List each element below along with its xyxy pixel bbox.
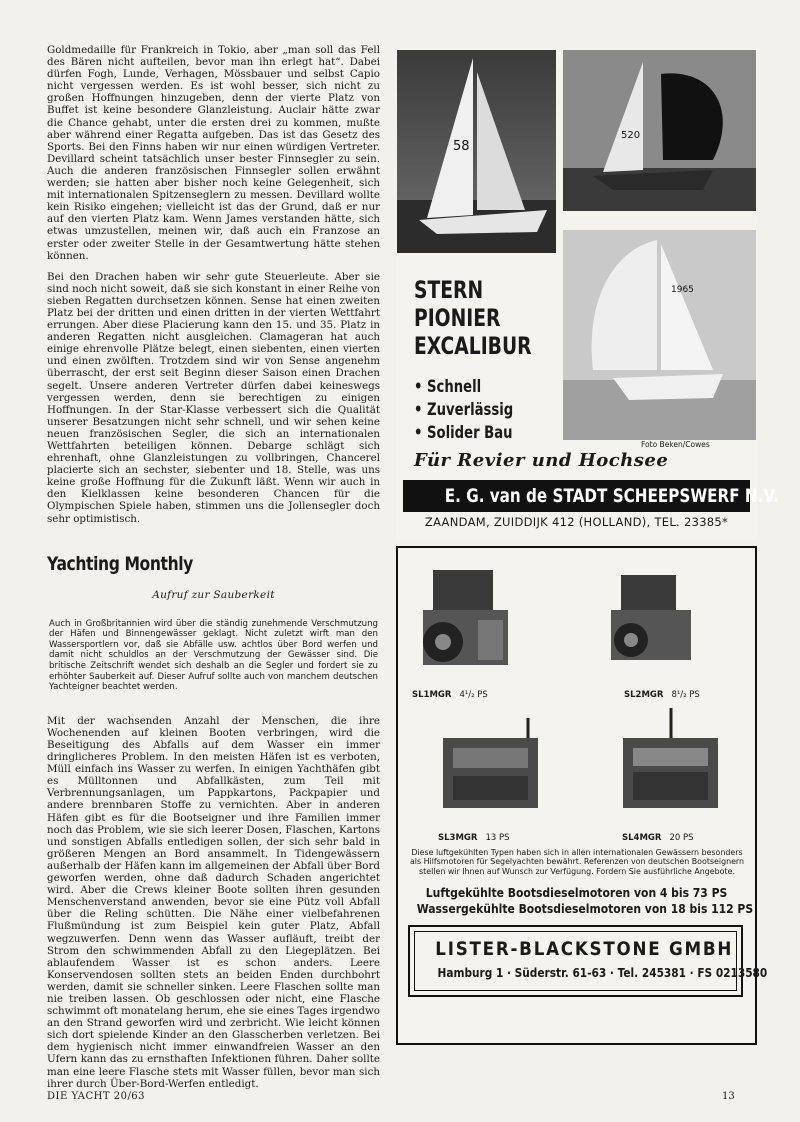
company-box (408, 925, 768, 997)
yacht-model-names (414, 276, 532, 360)
engine-label-sl4mgr (622, 833, 693, 843)
page-number: 13 (722, 1091, 735, 1102)
feature-item: • Zuverlässig (414, 398, 513, 421)
engine-power: 8¹/₂ PS (671, 690, 700, 700)
engine-illustration-3 (428, 718, 558, 828)
sail-number-58: 58 (453, 139, 470, 154)
section-subtitle: Aufruf zur Sauberkeit (152, 588, 275, 601)
water-cooled-range-text: Wassergekühlte Bootsdieselmotoren von 18 bis 112 PS (416, 902, 754, 916)
article-intro: Auch in Großbritannien wird über die ständig zunehmende Verschmutzung der Häfen und Binnengewässer geklagt. Nicht zuletzt wirft man den Wassersportlern vor, daß sie Abfälle usw. achtlos über Bord werfen und damit nicht schuldlos an der Verschmutzung der Gewässer sind. Die britische Zeitschrift wendet sich deshalb an die Segler und fordert sie zu erhöhter Sauberkeit auf. Dieser Aufruf sollte auch von manchem deutschen Yachteigner beachtet werden. (49, 618, 378, 693)
company-address (415, 966, 768, 980)
engine-illustration-4 (603, 708, 733, 828)
air-cooled-range-text: Luftgekühlte Bootsdieselmotoren von 4 bis 73 PS (425, 886, 728, 900)
engine-power: 4¹/₂ PS (459, 690, 488, 700)
company-name (415, 938, 736, 960)
article-body: Mit der wachsenden Anzahl der Menschen, die ihre Wochenenden auf kleinen Booten verbringen, wird die Beseitigung des Abfalls auf dem Wasser ein immer dringlicheres Problem. In den meisten Häfen ist es verboten, Müll einfach ins Wasser zu werfen. In einigen Yachthäfen gibt es Mülltonnen und Abfallkästen, zum Teil mit Verbrennungsanlagen, um Pappkartons, Packpapier und andere brennbaren Stoffe zu vernichten. Aber in anderen Häfen gibt es für die Bootseigner und ihre Familien immer noch das Problem, wie sie sich leerer Dosen, Flaschen, Kartons und sonstigen Abfalls entledigen sollen, der sich sehr bald in größeren Mengen an Bord ansammelt. In Tidengewässern außerhalb der Häfen kann im allgemeinen der Abfall über Bord geworfen werden, ohne daß dadurch Schaden angerichtet wird. Aber die Crews kleiner Boote sollten ihren gesunden Menschenverstand anwenden, bevor sie eine Pütz voll Abfall über die Reling schütten. Die Nähe einer vielbefahrenen Flußmündung ist zum Beispiel kein guter Platz, Abfall wegzuwerfen. Denn wenn das Wasser aufläuft, treibt der Strom den schwimmenden Abfall zu den Liegeplätzen. Bei ablaufendem Wasser ist es schon anders. Leere Konservendosen sollten stets an beiden Enden durchbohrt werden, damit sie schneller sinken. Leere Flaschen sollte man nie treiben lassen. Ob geschlossen oder nicht, eine Flasche schwimmt oft monatelang herum, ehe sie eines Tages irgendwo an den Strand geworfen wird und zerbricht. Wie leicht können sich dort spielende Kinder an den Glasscherben verletzen. Bei dem hygienisch nicht immer einwandfreien Wasser an den Ufern kann das zu ernsthaften Infektionen führen. Daher sollte man eine leere Flasche stets mit Wasser füllen, bevor man sich ihrer durch Über-Bord-Werfen entledigt. (47, 714, 380, 1090)
article-column (47, 44, 380, 1090)
feature-item: • Solider Bau (414, 421, 513, 444)
article-paragraph-1: Goldmedaille für Frankreich in Tokio, aber „man soll das Fell des Bären nicht aufteilen, bevor man ihn erlegt hat“. Dabei dürfen Fogh, Lunde, Verhagen, Mössbauer und selbst Capio nicht vergessen werden. Es ist wohl besser, sich nicht zu großen Hoffnungen hinzugeben, denn der vierte Platz von Buffet ist keine besondere Glanzleistung. Auclair hätte zwar die Chance gehabt, unter die ersten drei zu kommen, mußte aber während einer Regatta aufgeben. Das ist das Gesetz des Sports. Bei den Finns haben wir nur einen würdigen Vertreter. Devillard scheint tatsächlich unser bester Finnsegler zu sein. Auch die anderen französischen Finnsegler sollen erwähnt werden; sie hatten aber bisher noch keine Gelegenheit, sich mit internationalen Spitzenseglern zu messen. Devillard wollte kein Risiko eingehen; vielleicht ist das der Grund, daß er nur auf den vierten Platz kam. Wenn James verstanden hätte, sich etwas umzustellen, meinen wir, daß auch ein Franzose an erster oder zweiter Stelle in der Gesamtwertung hätte stehen können. (47, 44, 380, 262)
engine-description: Diese luftgekühlten Typen haben sich in allen internationalen Gewässern besonders als Hilfsmotoren für Segelyachten bewährt. Referenzen von deutschen Bootseignern stellen wir Ihnen auf Wunsch zur Verfügung. Fordern Sie ausführliche Angebote. (409, 848, 745, 876)
engine-model-name: SL1MGR (412, 690, 452, 700)
shipyard-name: E. G. van de STADT SCHEEPSWERF N.V. (444, 485, 779, 507)
engine-advertisement (396, 546, 768, 1045)
air-cooled-range (398, 886, 755, 900)
engine-model-name: SL3MGR (438, 833, 478, 843)
engine-label-sl3mgr (438, 833, 509, 843)
engine-model-name: SL2MGR (624, 690, 664, 700)
company-address-text: Hamburg 1 · Süderstr. 61-63 · Tel. 245381 · FS 0213580 (437, 966, 768, 980)
engine-illustration-2 (596, 570, 706, 670)
company-name-text: LISTER-BLACKSTONE GMBH (435, 938, 734, 960)
section-title: Yachting Monthly (47, 552, 193, 575)
engine-power: 20 PS (669, 833, 694, 843)
shipyard-name-bar (403, 480, 779, 512)
engine-label-sl1mgr (412, 690, 488, 700)
company-box-inner (414, 931, 768, 991)
ad-tagline: Für Revier und Hochsee (414, 450, 669, 471)
yacht-photo-1 (397, 50, 556, 253)
sail-number-520: 520 (621, 130, 641, 141)
yacht-advertisement (396, 48, 779, 540)
engine-model-name: SL4MGR (622, 833, 662, 843)
publication-footer: DIE YACHT 20/63 (47, 1091, 146, 1102)
model-name-stern: STERN (414, 276, 484, 304)
model-name-excalibur: EXCALIBUR (414, 332, 532, 360)
engine-power: 13 PS (485, 833, 510, 843)
engine-illustration-1 (408, 560, 528, 680)
photo-credit: Foto Beken/Cowes (641, 440, 710, 449)
sail-number-1965: 1965 (671, 285, 694, 295)
feature-item: • Schnell (414, 375, 513, 398)
water-cooled-range (398, 902, 755, 916)
model-name-pionier: PIONIER (414, 304, 501, 332)
yacht-photo-2 (563, 50, 756, 211)
shipyard-address: ZAANDAM, ZUIDDIJK 412 (HOLLAND), TEL. 23385* (424, 515, 729, 529)
article-paragraph-2: Bei den Drachen haben wir sehr gute Steuerleute. Aber sie sind noch nicht soweit, daß sie sich konstant in einer Reihe von sieben Regatten durchsetzen können. Sense hat einen zweiten Platz bei der dritten und einen dritten in der vierten Wettfahrt errungen. Aber diese Placierung kann den 15. und 35. Platz in anderen Regatten nicht ausgleichen. Clamageran hat auch einige ehrenvolle Plätze belegt, einen siebenten, einen vierten und einen zwölften. Trotzdem sind wir von Sense angenehm überrascht, der erst seit Beginn dieser Saison einen Drachen segelt. Unsere anderen Vertreter dürfen dabei keineswegs vergessen werden, denn sie berechtigen zu einigen Hoffnungen. In der Star-Klasse verbessert sich die Qualität unserer Besatzungen nicht sehr schnell, und wir sehen keine neuen französischen Segler, die sich an internationalen Wettfahrten beteiligen können. Debarge schlägt sich ehrenhaft, ohne Glanzleistungen zu vollbringen, Chancerel placierte sich an sechster, siebenter und 18. Stelle, was uns keine große Hoffnung für die Zukunft läßt. Wenn wir auch in den Kielklassen keine besonderen Chancen für die Olympischen Spiele haben, stimmen uns die Jollensegler doch sehr optimistisch. (47, 270, 380, 525)
yacht-photo-3 (563, 230, 756, 440)
feature-list (414, 375, 513, 444)
engine-label-sl2mgr (624, 690, 700, 700)
